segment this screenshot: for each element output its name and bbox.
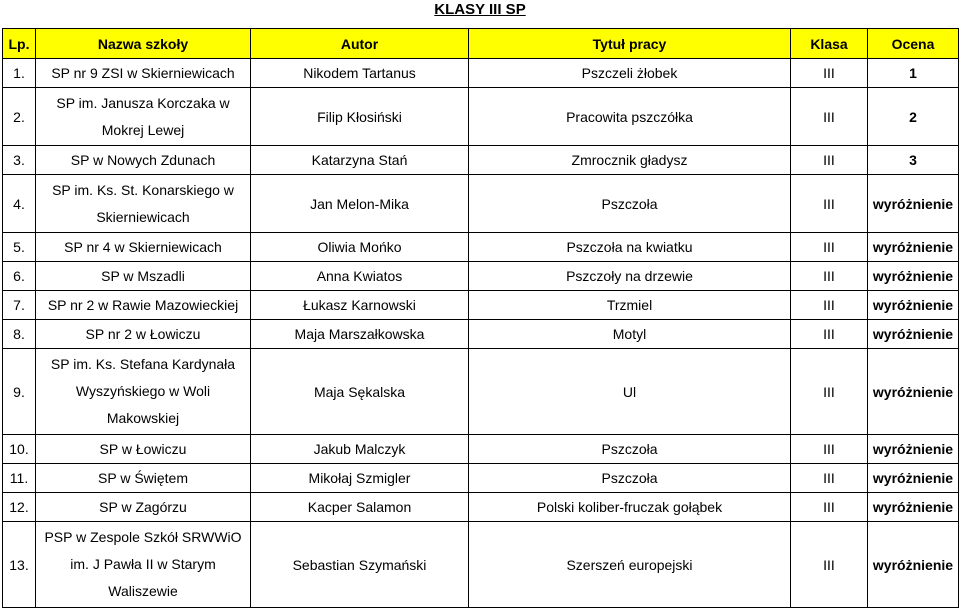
table-row <box>3 435 959 464</box>
cell-lp-text: 3. <box>13 152 25 168</box>
header-grade: Ocena <box>868 29 959 59</box>
table-header-row <box>3 29 959 59</box>
cell-class <box>791 522 868 608</box>
cell-grade <box>868 320 959 349</box>
cell-class <box>791 146 868 175</box>
cell-class-text: III <box>823 383 835 400</box>
cell-work-title-text: Zmrocznik gładysz <box>571 152 688 168</box>
cell-school-text: SP w Świętem <box>98 469 188 486</box>
table-row <box>3 349 959 435</box>
cell-class-text: III <box>823 65 835 81</box>
cell-lp <box>3 175 36 233</box>
table-row <box>3 320 959 349</box>
cell-class-text: III <box>823 239 835 255</box>
cell-author-text: Kacper Salamon <box>307 499 412 515</box>
cell-school-text: SP nr 9 ZSI w Skierniewicach <box>51 64 235 81</box>
cell-class <box>791 493 868 522</box>
cell-author <box>251 464 469 493</box>
cell-work-title <box>469 146 791 175</box>
cell-lp-text: 5. <box>13 239 25 255</box>
table-row <box>3 233 959 262</box>
cell-author-text: Katarzyna Stań <box>311 152 408 168</box>
cell-class-text: III <box>823 297 835 313</box>
cell-author <box>251 320 469 349</box>
cell-school <box>36 88 251 146</box>
cell-school <box>36 522 251 608</box>
cell-class <box>791 262 868 291</box>
cell-work-title-text: Trzmiel <box>606 297 653 313</box>
cell-grade-text: wyróżnienie <box>872 239 954 255</box>
cell-work-title <box>469 291 791 320</box>
cell-class <box>791 88 868 146</box>
cell-work-title-text: Szerszeń europejski <box>566 556 693 573</box>
page-title: KLASY III SP <box>434 1 526 18</box>
cell-grade <box>868 435 959 464</box>
cell-lp-text: 6. <box>13 268 25 284</box>
table-row <box>3 464 959 493</box>
table-row <box>3 88 959 146</box>
table-row <box>3 522 959 608</box>
cell-lp <box>3 435 36 464</box>
cell-class-text: III <box>823 195 835 212</box>
cell-grade-text: 2 <box>909 108 917 125</box>
cell-author <box>251 493 469 522</box>
cell-school-text: SP w Łowiczu <box>99 440 187 457</box>
header-class: Klasa <box>791 29 868 59</box>
cell-grade-text: wyróżnienie <box>872 383 954 400</box>
cell-class <box>791 233 868 262</box>
cell-grade-text: wyróżnienie <box>872 499 954 515</box>
cell-author-text: Sebastian Szymański <box>292 556 427 573</box>
cell-school-text: PSP w Zespole Szkół SRWWiO im. J Pawła II w Starym Waliszewie <box>44 529 242 599</box>
table-row <box>3 262 959 291</box>
cell-author-text: Mikołaj Szmigler <box>308 470 411 486</box>
cell-work-title-text: Pszczoły na drzewie <box>566 268 693 284</box>
cell-grade <box>868 493 959 522</box>
cell-school-text: SP w Nowych Zdunach <box>70 151 216 168</box>
cell-lp-text: 10. <box>9 441 29 457</box>
cell-work-title <box>469 522 791 608</box>
cell-class-text: III <box>823 152 835 168</box>
cell-grade <box>868 349 959 435</box>
cell-lp <box>3 262 36 291</box>
cell-grade <box>868 88 959 146</box>
cell-work-title-text: Polski koliber-fruczak gołąbek <box>536 499 723 515</box>
table-row <box>3 175 959 233</box>
cell-school-text: SP nr 4 w Skierniewicach <box>64 238 222 255</box>
cell-work-title-text: Motyl <box>612 326 647 342</box>
cell-lp <box>3 146 36 175</box>
table-row <box>3 146 959 175</box>
cell-school <box>36 320 251 349</box>
cell-work-title <box>469 349 791 435</box>
cell-author-text: Filip Kłosiński <box>317 108 402 125</box>
cell-grade <box>868 262 959 291</box>
table-body <box>3 59 959 608</box>
cell-lp-text: 1. <box>13 65 25 81</box>
cell-lp <box>3 233 36 262</box>
cell-grade <box>868 233 959 262</box>
cell-school <box>36 493 251 522</box>
cell-author <box>251 291 469 320</box>
cell-lp <box>3 88 36 146</box>
cell-work-title-text: Pracowita pszczółka <box>566 108 693 125</box>
cell-school <box>36 291 251 320</box>
cell-class-text: III <box>823 470 835 486</box>
cell-grade-text: wyróżnienie <box>872 556 954 573</box>
cell-school <box>36 146 251 175</box>
cell-author <box>251 349 469 435</box>
cell-lp-text: 11. <box>9 470 29 486</box>
cell-class <box>791 291 868 320</box>
cell-work-title <box>469 320 791 349</box>
cell-work-title <box>469 262 791 291</box>
cell-grade <box>868 175 959 233</box>
cell-work-title <box>469 59 791 88</box>
cell-lp <box>3 493 36 522</box>
cell-author-text: Jan Melon-Mika <box>310 195 409 212</box>
cell-class-text: III <box>823 108 835 125</box>
cell-work-title-text: Pszczeli żłobek <box>581 65 678 81</box>
cell-school <box>36 59 251 88</box>
cell-author <box>251 175 469 233</box>
cell-school-text: SP nr 2 w Łowiczu <box>85 325 201 342</box>
cell-work-title <box>469 175 791 233</box>
cell-grade-text: wyróżnienie <box>872 326 954 342</box>
cell-class-text: III <box>823 556 835 573</box>
table-row <box>3 291 959 320</box>
cell-lp <box>3 464 36 493</box>
cell-class <box>791 349 868 435</box>
cell-lp-text: 9. <box>13 383 25 400</box>
cell-school <box>36 349 251 435</box>
cell-class-text: III <box>823 268 835 284</box>
cell-lp <box>3 349 36 435</box>
cell-grade-text: 3 <box>909 152 917 168</box>
cell-school-text: SP im. Ks. Stefana Kardynała Wyszyńskiego w Woli Makowskiej <box>50 356 236 426</box>
cell-author <box>251 146 469 175</box>
cell-author <box>251 59 469 88</box>
cell-grade <box>868 59 959 88</box>
results-table <box>2 28 959 608</box>
cell-grade-text: wyróżnienie <box>872 268 954 284</box>
cell-class <box>791 435 868 464</box>
cell-lp <box>3 320 36 349</box>
cell-work-title <box>469 464 791 493</box>
cell-school <box>36 175 251 233</box>
cell-class <box>791 175 868 233</box>
cell-author-text: Maja Marszałkowska <box>294 326 425 342</box>
header-work-title: Tytuł pracy <box>469 29 791 59</box>
cell-lp-text: 2. <box>13 108 25 125</box>
cell-lp <box>3 291 36 320</box>
cell-author <box>251 522 469 608</box>
cell-author-text: Jakub Malczyk <box>313 441 406 457</box>
cell-grade <box>868 522 959 608</box>
cell-author-text: Maja Sękalska <box>313 383 406 400</box>
cell-grade <box>868 291 959 320</box>
cell-work-title <box>469 493 791 522</box>
cell-school <box>36 233 251 262</box>
cell-author-text: Łukasz Karnowski <box>303 297 416 313</box>
header-author: Autor <box>251 29 469 59</box>
cell-lp-text: 4. <box>13 195 25 212</box>
header-lp: Lp. <box>3 29 36 59</box>
cell-lp <box>3 522 36 608</box>
cell-lp <box>3 59 36 88</box>
cell-author <box>251 88 469 146</box>
cell-school-text: SP im. Janusza Korczaka w Mokrej Lewej <box>56 94 230 138</box>
cell-class-text: III <box>823 326 835 342</box>
cell-class <box>791 320 868 349</box>
cell-grade-text: 1 <box>909 65 917 81</box>
cell-grade-text: wyróżnienie <box>872 195 954 212</box>
cell-class-text: III <box>823 499 835 515</box>
cell-class <box>791 464 868 493</box>
cell-author-text: Anna Kwiatos <box>316 268 403 284</box>
cell-lp-text: 13. <box>9 556 29 573</box>
cell-lp-text: 12. <box>9 499 29 515</box>
cell-class <box>791 59 868 88</box>
cell-work-title <box>469 88 791 146</box>
cell-grade-text: wyróżnienie <box>872 470 954 486</box>
cell-grade-text: wyróżnienie <box>872 297 954 313</box>
cell-school <box>36 262 251 291</box>
cell-school-text: SP w Mszadli <box>101 267 185 284</box>
cell-work-title <box>469 435 791 464</box>
cell-author <box>251 435 469 464</box>
cell-work-title <box>469 233 791 262</box>
cell-author-text: Nikodem Tartanus <box>303 65 416 81</box>
cell-class-text: III <box>823 441 835 457</box>
cell-author-text: Oliwia Mońko <box>317 239 402 255</box>
cell-work-title-text: Pszczoła <box>601 470 658 486</box>
cell-work-title-text: Pszczoła <box>601 441 658 457</box>
cell-author <box>251 262 469 291</box>
cell-school <box>36 435 251 464</box>
cell-work-title-text: Pszczoła <box>601 195 658 212</box>
cell-grade-text: wyróżnienie <box>872 441 954 457</box>
cell-lp-text: 8. <box>13 326 25 342</box>
table-row <box>3 493 959 522</box>
cell-grade <box>868 464 959 493</box>
cell-lp-text: 7. <box>13 297 25 313</box>
cell-work-title-text: Ul <box>622 383 637 400</box>
cell-author <box>251 233 469 262</box>
cell-school-text: SP im. Ks. St. Konarskiego w Skierniewicach <box>52 181 234 225</box>
cell-school-text: SP w Zagórzu <box>99 498 187 515</box>
cell-school <box>36 464 251 493</box>
cell-work-title-text: Pszczoła na kwiatku <box>566 239 693 255</box>
table-row <box>3 59 959 88</box>
cell-grade <box>868 146 959 175</box>
cell-school-text: SP nr 2 w Rawie Mazowieckiej <box>47 296 239 313</box>
header-school: Nazwa szkoły <box>36 29 251 59</box>
